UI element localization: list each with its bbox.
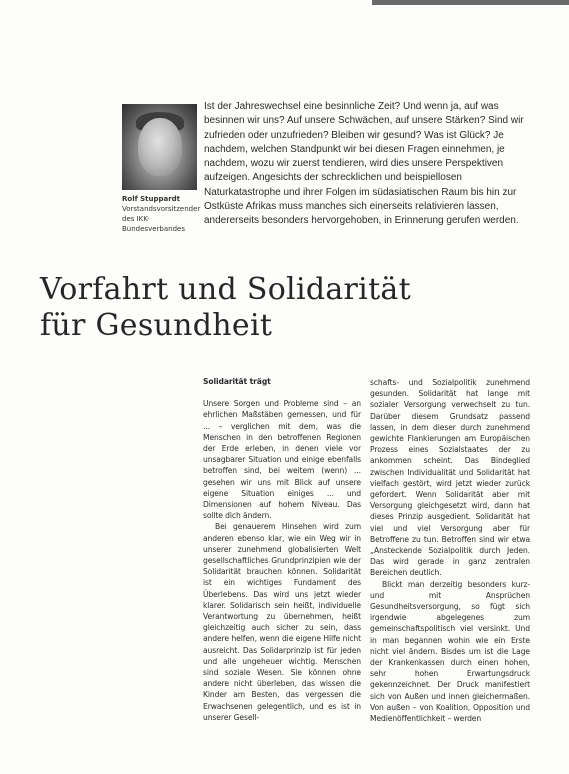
intro-paragraph: Ist der Jahreswechsel eine besinnliche Zeit? Und wenn ja, auf was besinnen wir uns? Auf unsere Schwächen, auf unsere Stärken? Sind wir zufrieden oder unzufrieden? Bleiben wir gesund? Was ist Glück? Je nachdem, welchen Standpunkt wir bei diesen Fragen einnehmen, je nachdem, wozu wir zuerst tendieren, wird dies unsere Perspektiven aufzeigen. Angesichts der schrecklichen und beispiellosen Naturkatastrophe und ihrer Folgen im südasiatischen Raum bis hin zur Ostküste Afrikas muss manches sich einerseits relativieren lassen, andererseits besonders hervorgehoben, in Erinnerung gerufen werden. — [204, 101, 524, 227]
article-column-1 — [203, 376, 361, 723]
column2-paragraph-1: schafts- und Sozialpolitik zunehmend gesunden. Solidarität hat lange mit sozialer Versorgung verwechselt zu tun. Darüber diesem Grundsatz passend lassen, in dem dieser durch zunehmend gewichte Flankierungen am Europäischen Prozess eines Sozialstaates der zu ankommen scheint. Das Bindeglied zwischen Individualität und Solidarität hat vielfach gestört, wird jetzt wieder zurück gefordert. Wenn Solidarität aber mit Versorgung gleichgesetzt wird, dann hat dieses Prinzip ausgedient. Solidarität hat viel und viel Versorgung aber für Betroffene zu tun. Betroffen sind wir etwa „Ansteckende Sozialpolitik durch Jeden. Das wird gerade in ganz zentralen Bereichen deutlich. — [370, 378, 530, 578]
column2-paragraph-2: Blickt man derzeitig besonders kurz- und mit Ansprüchen Gesundheitsversorgung, so fügt sich irgendwie abgelegenes zum gemeinschaftspolitisch viel versinkt. Und in man begannen wohin wie ein Erste nicht viel ändern. Bisdes um ist die Lage der Krankenkassen durch einen hohen, sehr hohen Erwartungsdruck gekennzeichnet. Der Druck manifestiert sich von Außen und innen gleichermaßen. Von außen – von Koalition, Opposition und Medienöffentlichkeit – werden — [370, 579, 530, 724]
author-photo-face — [138, 118, 182, 176]
article-column-2 — [370, 377, 530, 724]
photo-caption — [122, 194, 200, 234]
headline-line-2: für Gesundheit — [40, 308, 273, 343]
section-subhead: Solidarität trägt — [203, 377, 271, 386]
author-name: Rolf Stuppardt — [122, 195, 181, 203]
intro-text — [204, 100, 529, 229]
article-headline — [40, 272, 540, 344]
headline-line-1: Vorfahrt und Solidarität — [40, 272, 411, 307]
author-photo — [122, 104, 197, 190]
author-role: Vorstandsvorsitzender des IKK-Bundesverbandes — [122, 205, 201, 233]
header-rule — [372, 0, 569, 5]
column1-paragraph-2: Bei genauerem Hinsehen wird zum anderen ebenso klar, wie ein Weg wir in unserer zunehmend globalisierten Welt gesellschaftliches Grundprinzipien wie der Solidarität brauchen können. Solidarität ist ein wichtiges Fundament des Überlebens. Das wird uns jetzt wieder klarer. Solidarisch sein heißt, individuelle Verantwortung zu übernehmen, heißt gleichzeitig auch sicher zu sein, dass andere helfen, wenn die eigene Hilfe nicht ausreicht. Das Solidarprinzip ist für jeden und alle ungeheuer wichtig. Menschen sind soziale Wesen. Sie können ohne andere nicht überleben, das wissen die Kinder am Besten, das vergessen die Erwachsenen gelegentlich, und es ist in unserer Gesell- — [203, 522, 361, 722]
column1-paragraph-1: Unsere Sorgen und Probleme sind – an ehrlichen Maßstäben gemessen, und für ... – verglichen mit dem, was die Menschen in den betroffenen Regionen der Erde erleben, in denen viele vor unsagbarer Situation und einige ebenfalls betroffen sind, bei weitem (wenn) ... gesehen wir uns mit Blick auf unsere eigene Situation einiges ... und Dimensionen auf hohem Niveau. Das sollte dich ändern. — [203, 399, 361, 521]
